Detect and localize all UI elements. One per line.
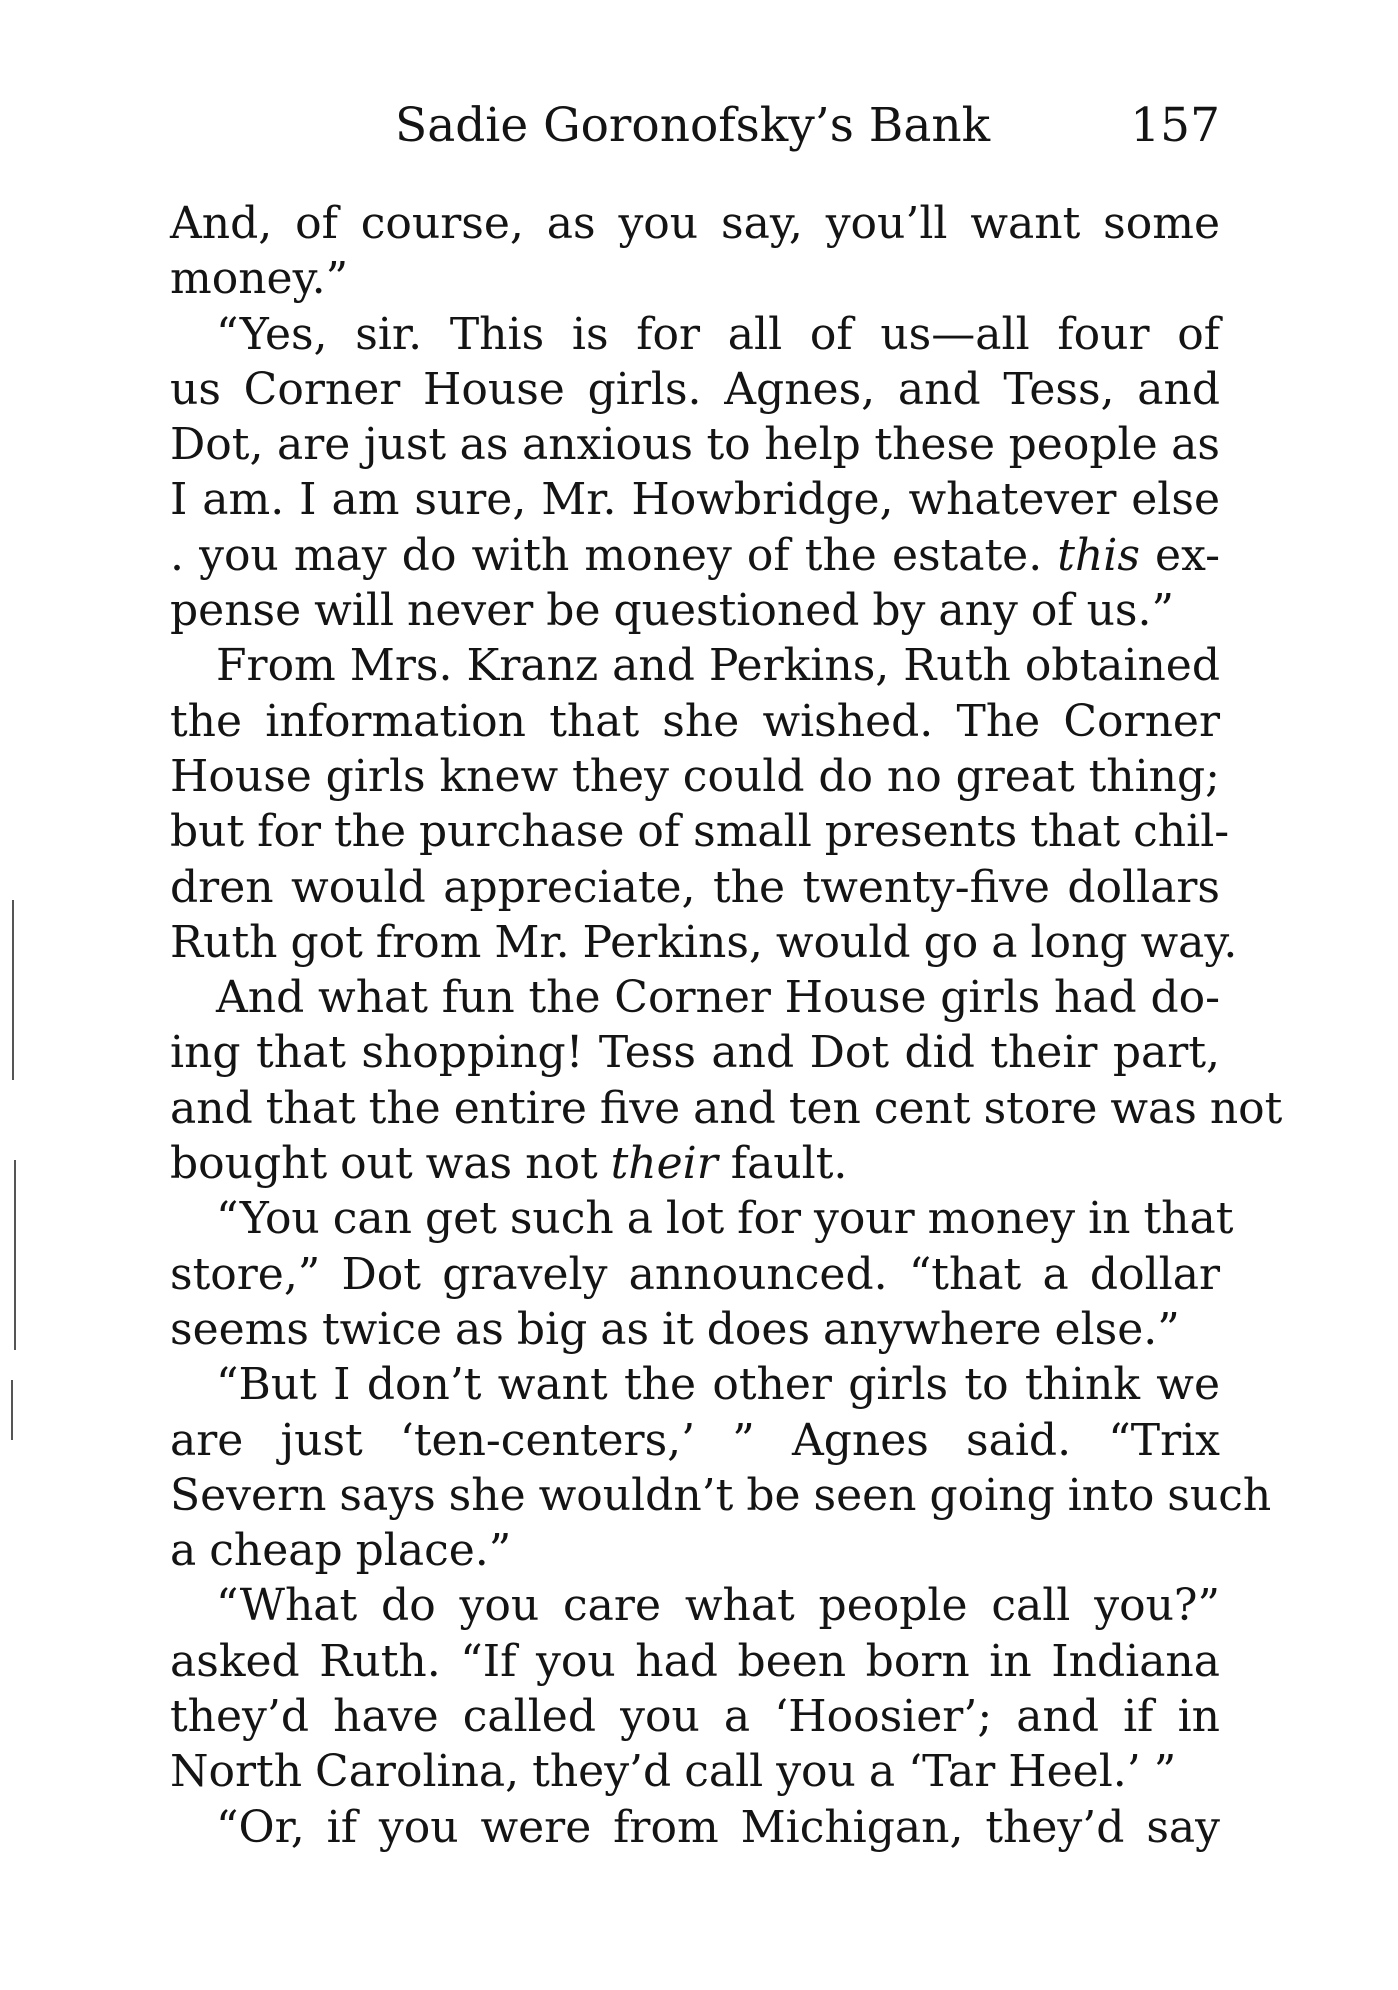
page-number: 157: [1130, 98, 1220, 153]
text-line: [170, 1634, 1220, 1689]
text-line: [170, 583, 1220, 638]
text-segment: And, of course, as you say, you’ll want some: [170, 198, 1220, 249]
text-segment: store,” Dot gravely announced. “that a dollar: [170, 1248, 1220, 1300]
text-line: [170, 970, 1220, 1025]
text-line: [170, 638, 1220, 693]
text-line: [170, 1689, 1220, 1744]
text-segment: ex-: [1139, 529, 1220, 581]
text-line: [170, 251, 1220, 306]
text-segment: “What do you care what people call you?”: [216, 1580, 1220, 1632]
text-segment: dren would appreciate, the twenty-five dollars: [170, 861, 1220, 913]
text-line: [170, 1191, 1234, 1246]
text-segment: pense will never be questioned by any of us.”: [170, 585, 1174, 637]
text-segment: ing that shopping! Tess and Dot did their part,: [170, 1027, 1220, 1079]
text-line: [170, 1744, 1220, 1799]
text-segment: Dot, are just as anxious to help these people as: [170, 419, 1220, 471]
text-line: [170, 1247, 1220, 1302]
text-segment: “You can get such a lot for your money in that: [216, 1193, 1234, 1245]
text-segment: “Or, if you were from Michigan, they’d say: [216, 1801, 1220, 1853]
italic-text: their: [610, 1138, 718, 1190]
text-segment: And what fun the Corner House girls had do-: [216, 972, 1220, 1024]
text-segment: Severn says she wouldn’t be seen going into such: [170, 1469, 1272, 1521]
text-line: [170, 804, 1230, 859]
text-segment: From Mrs. Kranz and Perkins, Ruth obtained: [216, 640, 1220, 692]
text-segment: and that the entire five and ten cent store was not: [170, 1082, 1283, 1134]
text-line: [170, 1800, 1220, 1855]
text-line: [170, 472, 1220, 527]
text-segment: the information that she wished. The Corner: [170, 695, 1220, 747]
text-segment: “But I don’t want the other girls to think we: [216, 1359, 1220, 1411]
text-segment: but for the purchase of small presents that chil-: [170, 806, 1230, 858]
text-segment: Ruth got from Mr. Perkins, would go a long way.: [170, 916, 1238, 968]
text-line: [170, 196, 1220, 251]
text-line: [170, 1357, 1220, 1412]
text-segment: they’d have called you a ‘Hoosier’; and if in: [170, 1691, 1220, 1743]
body-text: [170, 196, 1283, 1855]
text-segment: I am. I am sure, Mr. Howbridge, whatever else: [170, 474, 1220, 526]
running-title: Sadie Goronofsky’s Bank: [395, 98, 991, 153]
text-line: [170, 1523, 1220, 1578]
text-line: [170, 1136, 1220, 1191]
text-segment: asked Ruth. “If you had been born in Indiana: [170, 1635, 1220, 1687]
text-line: [170, 1081, 1283, 1136]
scan-margin-mark: [14, 1160, 16, 1350]
text-segment: a cheap place.”: [170, 1525, 512, 1577]
text-segment: North Carolina, they’d call you a ‘Tar Heel.’ ”: [170, 1746, 1177, 1798]
page-header: [170, 96, 1220, 156]
text-segment: are just ‘ten-centers,’ ” Agnes said. “Trix: [170, 1414, 1220, 1466]
text-segment: money.”: [170, 253, 349, 305]
text-line: [170, 694, 1220, 749]
text-line: [170, 1025, 1220, 1080]
text-segment: us Corner House girls. Agnes, and Tess, and: [170, 363, 1220, 415]
text-line: [170, 1468, 1272, 1523]
text-line: [170, 307, 1220, 362]
text-line: [170, 1302, 1220, 1357]
text-line: [170, 362, 1220, 417]
text-segment: . you may do with money of the estate.: [170, 529, 1058, 581]
text-line: [170, 915, 1238, 970]
text-segment: House girls knew they could do no great thing;: [170, 750, 1220, 802]
text-line: [170, 749, 1220, 804]
text-segment: “Yes, sir. This is for all of us—all four of: [216, 308, 1220, 360]
text-segment: bought out was not: [170, 1138, 611, 1190]
text-line: [170, 860, 1220, 915]
text-line: [170, 1413, 1220, 1468]
scan-margin-mark: [12, 900, 14, 1080]
italic-text: this: [1057, 529, 1140, 581]
text-line: [170, 1578, 1220, 1633]
text-segment: seems twice as big as it does anywhere else.”: [170, 1303, 1180, 1355]
text-segment: fault.: [717, 1138, 848, 1190]
text-line: [156, 528, 1220, 583]
text-line: [170, 417, 1220, 472]
scan-margin-mark: [11, 1380, 13, 1440]
